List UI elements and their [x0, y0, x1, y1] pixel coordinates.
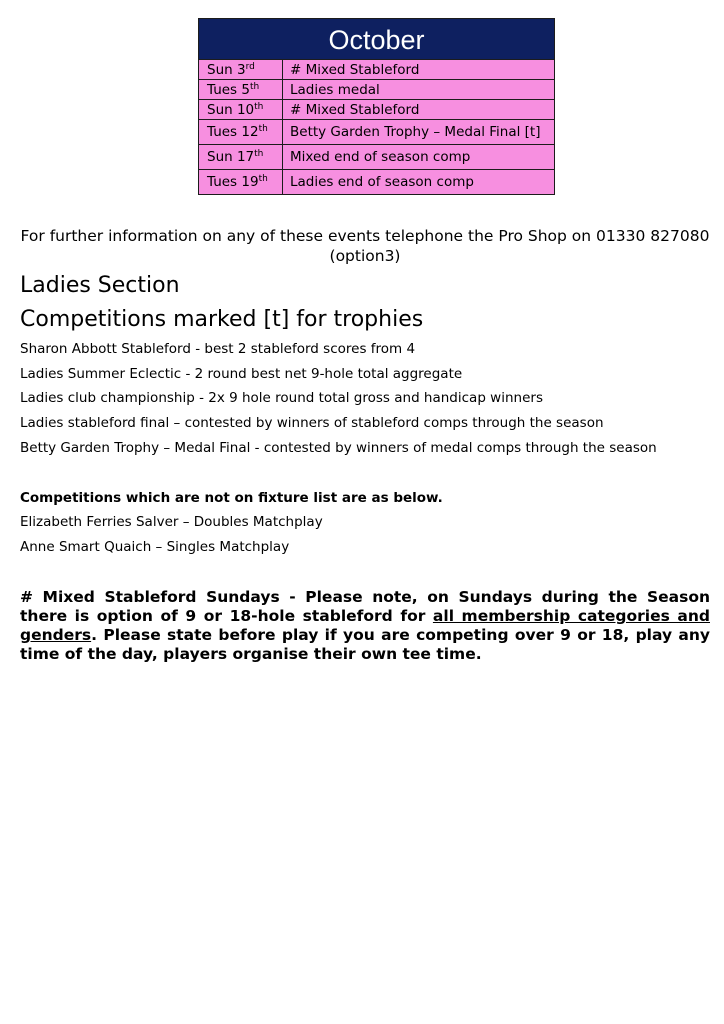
list-item: Ladies club championship - 2x 9 hole round total gross and handicap winners: [20, 390, 543, 406]
table-row: [199, 60, 554, 80]
list-item: Ladies Summer Eclectic - 2 round best net 9-hole total aggregate: [20, 366, 463, 382]
fixture-event: Mixed end of season comp: [290, 149, 471, 165]
table-row: [199, 170, 554, 194]
competitions-heading: Competitions marked [t] for trophies: [20, 307, 424, 332]
october-fixture-table: [198, 18, 555, 195]
fixture-date: Sun 10th: [199, 100, 283, 119]
ladies-section-heading: Ladies Section: [20, 273, 180, 298]
contact-info-text: For further information on any of these events telephone the Pro Shop on 01330 827080 (option3): [20, 227, 710, 265]
table-row: [199, 145, 554, 170]
table-title: October: [199, 19, 554, 60]
mixed-stableford-note: # Mixed Stableford Sundays - Please note, on Sundays during the Season there is option of 9 or 18-hole stableford for all membership categories and genders. Please state before play if you are competing over 9 or 18, play any time of the day, players organise their own tee time.: [20, 588, 710, 663]
list-item: Betty Garden Trophy – Medal Final - contested by winners of medal comps through the season: [20, 440, 657, 456]
fixture-date: Tues 19th: [199, 170, 283, 194]
fixture-date: Sun 17th: [199, 145, 283, 169]
fixture-event: Ladies end of season comp: [290, 174, 474, 190]
list-item: Sharon Abbott Stableford - best 2 stableford scores from 4: [20, 341, 416, 357]
list-item: Ladies stableford final – contested by winners of stableford comps through the season: [20, 415, 604, 431]
fixture-date: Tues 12th: [199, 120, 283, 144]
underlined-text: all membership categories and genders: [20, 607, 710, 644]
table-row: [199, 120, 554, 145]
fixture-event: # Mixed Stableford: [290, 62, 420, 78]
list-item: Elizabeth Ferries Salver – Doubles Matchplay: [20, 514, 323, 530]
fixture-date: Sun 3rd: [199, 60, 283, 79]
fixture-event: Betty Garden Trophy – Medal Final [t]: [290, 124, 541, 140]
fixture-event: # Mixed Stableford: [290, 102, 420, 118]
table-row: [199, 80, 554, 100]
non-fixture-heading: Competitions which are not on fixture list are as below.: [20, 490, 443, 506]
fixture-event: Ladies medal: [290, 82, 380, 98]
list-item: Anne Smart Quaich – Singles Matchplay: [20, 539, 290, 555]
fixture-date: Tues 5th: [199, 80, 283, 99]
table-row: [199, 100, 554, 120]
